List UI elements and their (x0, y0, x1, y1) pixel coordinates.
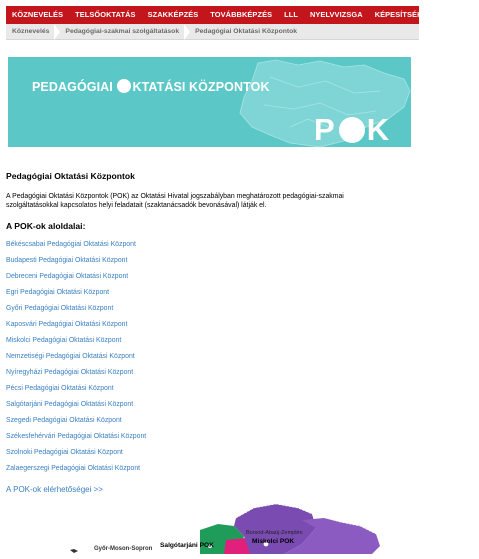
link-szolnok-pok[interactable]: Szolnoki Pedagógiai Oktatási Központ (6, 449, 123, 456)
link-szeged-pok[interactable]: Szegedi Pedagógiai Oktatási Központ (6, 417, 122, 424)
link-zalaegerszeg-pok[interactable]: Zalaegerszegi Pedagógiai Oktatási Központ (6, 465, 141, 472)
link-miskolc-pok[interactable]: Miskolci Pedagógiai Oktatási Központ (6, 337, 122, 344)
pok-link-list (6, 240, 146, 480)
pok-region-map[interactable] (40, 500, 419, 554)
link-nyiregyhaza-pok[interactable]: Nyíregyházi Pedagógiai Oktatási Központ (6, 369, 134, 376)
map-label-gyor: Győr-Moson-Sopron (94, 546, 153, 552)
page-title: Pedagógiai Oktatási Központok (6, 171, 135, 181)
link-bekescsaba-pok[interactable]: Békéscsabai Pedagógiai Oktatási Központ (6, 241, 136, 248)
pok-banner (8, 57, 411, 147)
link-szekesfehervar-pok[interactable]: Székesfehérvári Pedagógiai Oktatási Központ (6, 433, 147, 440)
pok-logo-o-circle-icon (339, 117, 365, 143)
map-label-miskolc: Miskolci POK (252, 538, 295, 545)
nav-item-koznevelés[interactable]: KÖZNEVELÉS (12, 10, 64, 19)
link-pecs-pok[interactable]: Pécsi Pedagógiai Oktatási Központ (6, 385, 114, 392)
link-eger-pok[interactable]: Egri Pedagógiai Oktatási Központ (6, 289, 110, 296)
breadcrumb-item-koznevelés[interactable]: Köznevelés (6, 24, 59, 40)
link-debrecen-pok[interactable]: Debreceni Pedagógiai Oktatási Központ (6, 273, 129, 280)
map-label-salgotarjan: Salgótarjáni POK (160, 542, 214, 549)
nav-item-tovabbkepzes[interactable]: TOVÁBBKÉPZÉS (210, 10, 273, 19)
link-budapest-pok[interactable]: Budapesti Pedagógiai Oktatási Központ (6, 257, 128, 264)
nav-item-kepesitesek-elismerese[interactable]: KÉPESÍTSÉK ELISMERÉSE (374, 10, 474, 19)
pok-contacts-link[interactable]: A POK-ok elérhetőségei >> (6, 485, 103, 494)
nav-item-lll[interactable]: LLL (284, 10, 298, 19)
link-kaposvar-pok[interactable]: Kaposvári Pedagógiai Oktatási Központ (6, 321, 128, 328)
intro-text: A Pedagógiai Oktatási Központok (POK) az Oktatási Hivatal jogszabályban meghatározott pedagógiai-szakmai szolgáltatásokkal kapcsolatos helyi feladatait (szaktanácsadók bevonásával) látják el. (6, 193, 344, 209)
breadcrumb (6, 24, 419, 40)
link-nemzetisegi-pok[interactable]: Nemzetiségi Pedagógiai Oktatási Központ (6, 353, 135, 360)
link-gyor-pok[interactable]: Győri Pedagógiai Oktatási Központ (6, 305, 114, 312)
link-salgotarjan-pok[interactable]: Salgótarjáni Pedagógiai Oktatási Központ (6, 401, 134, 408)
top-navigation (6, 6, 474, 24)
nav-item-felsooktatas[interactable]: TELSŐOKTATÁS (75, 10, 136, 19)
nav-item-szakkepzes[interactable]: SZAKKÉPZÉS (147, 10, 199, 19)
nav-item-nyelvvizsga[interactable]: NYELVVIZSGA (309, 10, 363, 19)
breadcrumb-item-szolgaltatasok[interactable]: Pedagógiai-szakmai szolgáltatások (59, 24, 189, 40)
banner-o-circle-icon (117, 79, 131, 93)
banner-title: PEDAGÓGIAI KTATÁSI KÖZPONTOK (32, 80, 270, 94)
pok-logo: P K (314, 112, 392, 147)
map-label-borsod: Borsod-Abaúj-Zemplén (246, 530, 303, 536)
breadcrumb-item-current: Pedagógiai Oktatási Központok (195, 27, 298, 35)
subpages-heading: A POK-ok aloldalai: (6, 221, 86, 231)
map-marker-dot (70, 549, 78, 553)
